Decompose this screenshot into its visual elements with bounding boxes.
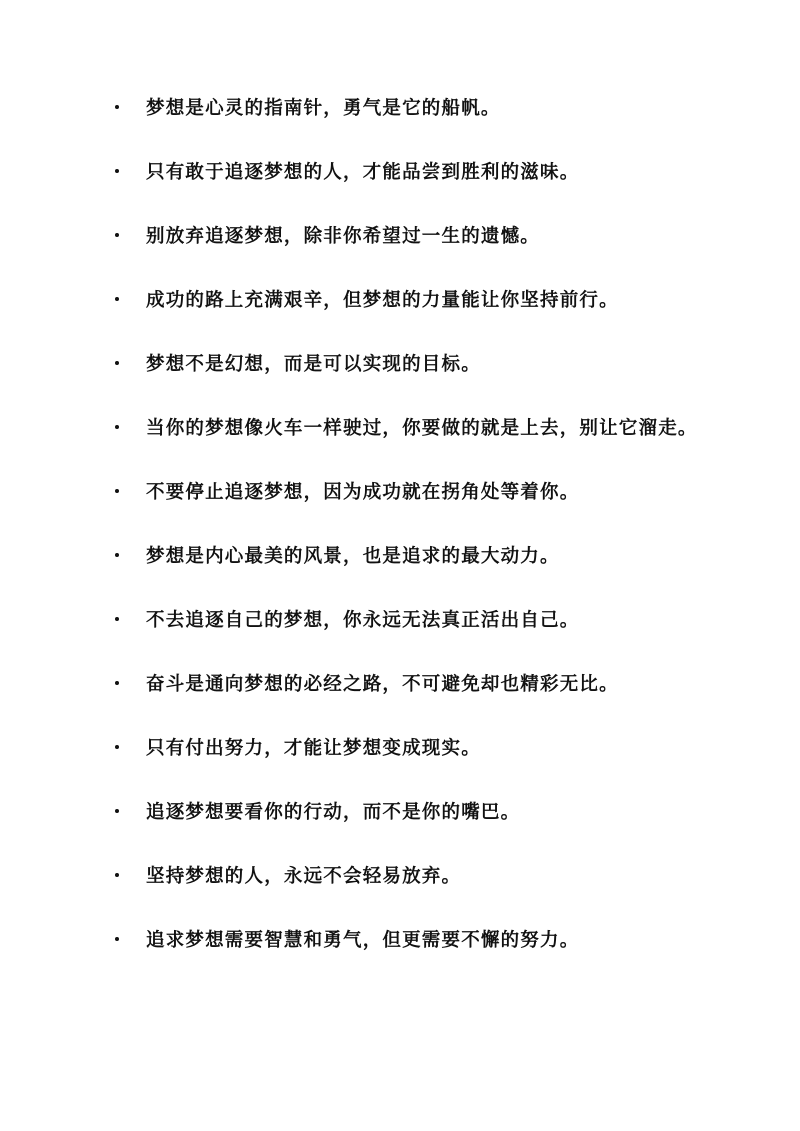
list-item <box>115 536 705 578</box>
list-item <box>115 88 705 130</box>
list-item <box>115 664 705 706</box>
list-item <box>115 280 705 322</box>
quote-list <box>115 88 705 984</box>
bullet-icon <box>115 105 119 109</box>
bullet-icon <box>115 361 119 365</box>
list-item-text: 坚持梦想的人，永远不会轻易放弃。 <box>146 866 462 887</box>
list-item-text: 不去追逐自己的梦想，你永远无法真正活出自己。 <box>146 610 580 631</box>
bullet-icon <box>115 809 119 813</box>
list-item-text: 追求梦想需要智慧和勇气，但更需要不懈的努力。 <box>146 930 580 951</box>
bullet-icon <box>115 873 119 877</box>
bullet-icon <box>115 425 119 429</box>
list-item <box>115 472 705 514</box>
list-item-text: 不要停止追逐梦想，因为成功就在拐角处等着你。 <box>146 482 580 503</box>
bullet-icon <box>115 489 119 493</box>
list-item-text: 梦想是心灵的指南针，勇气是它的船帆。 <box>146 98 501 119</box>
bullet-icon <box>115 617 119 621</box>
list-item-text: 只有敢于追逐梦想的人，才能品尝到胜利的滋味。 <box>146 162 580 183</box>
list-item <box>115 792 705 834</box>
list-item <box>115 344 705 386</box>
list-item-text: 奋斗是通向梦想的必经之路，不可避免却也精彩无比。 <box>146 674 619 695</box>
list-item-text: 别放弃追逐梦想，除非你希望过一生的遗憾。 <box>146 226 541 247</box>
list-item-text: 追逐梦想要看你的行动，而不是你的嘴巴。 <box>146 802 521 823</box>
list-item <box>115 152 705 194</box>
bullet-icon <box>115 937 119 941</box>
list-item <box>115 408 705 450</box>
bullet-icon <box>115 169 119 173</box>
list-item <box>115 856 705 898</box>
bullet-icon <box>115 745 119 749</box>
list-item-text: 梦想不是幻想，而是可以实现的目标。 <box>146 354 481 375</box>
bullet-icon <box>115 681 119 685</box>
list-item <box>115 920 705 962</box>
list-item <box>115 216 705 258</box>
list-item-text: 梦想是内心最美的风景，也是追求的最大动力。 <box>146 546 560 567</box>
list-item <box>115 728 705 770</box>
list-item-text: 只有付出努力，才能让梦想变成现实。 <box>146 738 481 759</box>
bullet-icon <box>115 233 119 237</box>
bullet-icon <box>115 297 119 301</box>
bullet-icon <box>115 553 119 557</box>
list-item <box>115 600 705 642</box>
list-item-text: 成功的路上充满艰辛，但梦想的力量能让你坚持前行。 <box>146 290 619 311</box>
list-item-text: 当你的梦想像火车一样驶过，你要做的就是上去，别让它溜走。 <box>146 418 698 439</box>
